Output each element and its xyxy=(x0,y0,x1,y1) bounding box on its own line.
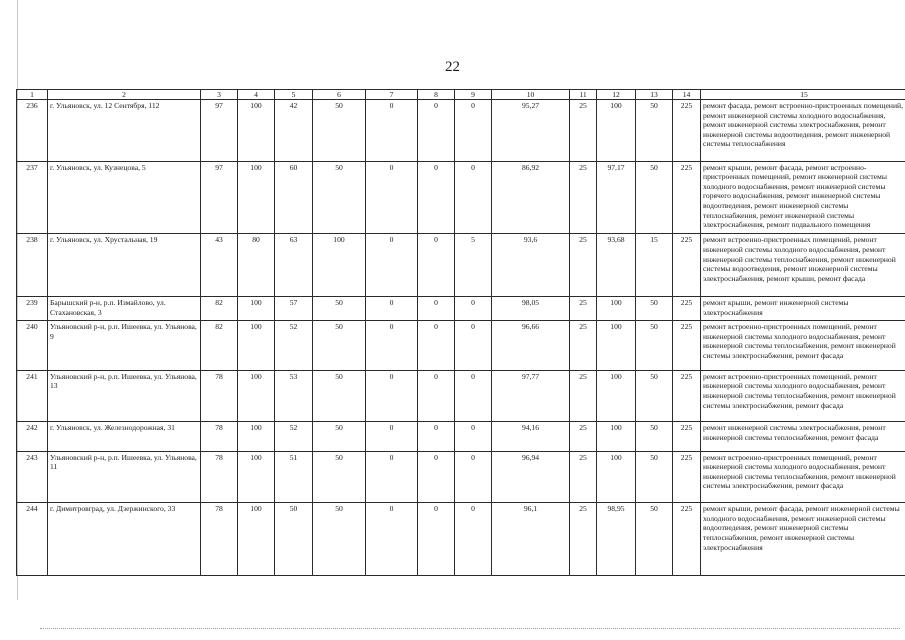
column-header: 5 xyxy=(275,90,313,100)
value-cell: 93,68 xyxy=(597,234,636,297)
value-cell: 82 xyxy=(201,297,238,321)
value-cell: 78 xyxy=(201,503,238,576)
value-cell: 50 xyxy=(313,503,366,576)
value-cell: 25 xyxy=(570,100,597,162)
works-list-cell: ремонт встроенно-пристроенных помещений, ремонт инженерной системы холодного водоснабжения, ремонт инженерной системы теплоснабжения, ремонт инженерной системы электроснабжения, ремонт фасада xyxy=(701,451,905,503)
value-cell: 0 xyxy=(455,100,492,162)
value-cell: 225 xyxy=(673,503,701,576)
row-number: 240 xyxy=(17,321,48,371)
value-cell: 0 xyxy=(418,422,455,451)
column-header: 7 xyxy=(366,90,418,100)
row-number: 243 xyxy=(17,451,48,503)
value-cell: 225 xyxy=(673,321,701,371)
value-cell: 225 xyxy=(673,422,701,451)
column-header: 13 xyxy=(636,90,673,100)
value-cell: 100 xyxy=(238,370,275,422)
value-cell: 0 xyxy=(366,161,418,234)
page-number: 22 xyxy=(445,59,460,75)
address-cell: Барышский р-н, р.п. Измайлово, ул. Стахановская, 3 xyxy=(48,297,201,321)
value-cell: 98,05 xyxy=(492,297,570,321)
value-cell: 50 xyxy=(313,297,366,321)
value-cell: 0 xyxy=(455,297,492,321)
value-cell: 78 xyxy=(201,451,238,503)
value-cell: 50 xyxy=(313,370,366,422)
value-cell: 50 xyxy=(313,321,366,371)
value-cell: 97 xyxy=(201,100,238,162)
value-cell: 25 xyxy=(570,321,597,371)
value-cell: 0 xyxy=(418,451,455,503)
value-cell: 50 xyxy=(313,422,366,451)
value-cell: 25 xyxy=(570,297,597,321)
column-header: 14 xyxy=(673,90,701,100)
row-number: 237 xyxy=(17,161,48,234)
value-cell: 82 xyxy=(201,321,238,371)
table-row xyxy=(17,370,905,422)
value-cell: 95,27 xyxy=(492,100,570,162)
column-header: 1 xyxy=(17,90,48,100)
column-header: 8 xyxy=(418,90,455,100)
value-cell: 0 xyxy=(455,161,492,234)
value-cell: 225 xyxy=(673,100,701,162)
column-header: 2 xyxy=(48,90,201,100)
value-cell: 0 xyxy=(366,321,418,371)
row-number: 244 xyxy=(17,503,48,576)
value-cell: 97 xyxy=(201,161,238,234)
column-header: 10 xyxy=(492,90,570,100)
works-list-cell: ремонт крыши, ремонт фасада, ремонт встроенно-пристроенных помещений, ремонт инженерной системы холодного водоснабжения, ремонт инженерной системы горячего водоснабжения, ремонт инженерной системы водоотведения, ремонт инженерной системы теплоснабжения, ремонт инженерной системы электроснабжения, ремонт подвального помещения xyxy=(701,161,905,234)
value-cell: 0 xyxy=(366,503,418,576)
works-list-cell: ремонт крыши, ремонт фасада, ремонт инженерной системы холодного водоснабжения, ремонт инженерной системы водоотведения, ремонт инженерной системы теплоснабжения, ремонт инженерной системы электроснабжения xyxy=(701,503,905,576)
value-cell: 0 xyxy=(418,370,455,422)
value-cell: 25 xyxy=(570,503,597,576)
value-cell: 93,6 xyxy=(492,234,570,297)
value-cell: 0 xyxy=(366,100,418,162)
value-cell: 80 xyxy=(238,234,275,297)
value-cell: 60 xyxy=(275,161,313,234)
value-cell: 0 xyxy=(455,370,492,422)
value-cell: 50 xyxy=(636,321,673,371)
header-row xyxy=(17,90,905,100)
value-cell: 50 xyxy=(636,451,673,503)
value-cell: 50 xyxy=(636,370,673,422)
value-cell: 63 xyxy=(275,234,313,297)
value-cell: 97,77 xyxy=(492,370,570,422)
value-cell: 42 xyxy=(275,100,313,162)
table-row xyxy=(17,422,905,451)
value-cell: 100 xyxy=(238,161,275,234)
value-cell: 5 xyxy=(455,234,492,297)
table-row xyxy=(17,234,905,297)
value-cell: 100 xyxy=(597,451,636,503)
value-cell: 0 xyxy=(455,321,492,371)
value-cell: 53 xyxy=(275,370,313,422)
works-list-cell: ремонт встроенно-пристроенных помещений, ремонт инженерной системы холодного водоснабжения, ремонт инженерной системы теплоснабжения, ремонт инженерной системы электроснабжения, ремонт фасада xyxy=(701,370,905,422)
value-cell: 50 xyxy=(636,297,673,321)
value-cell: 96,66 xyxy=(492,321,570,371)
works-list-cell: ремонт крыши, ремонт инженерной системы электроснабжения xyxy=(701,297,905,321)
value-cell: 225 xyxy=(673,234,701,297)
value-cell: 0 xyxy=(418,503,455,576)
value-cell: 52 xyxy=(275,422,313,451)
value-cell: 50 xyxy=(313,451,366,503)
works-list-cell: ремонт встроенно-пристроенных помещений, ремонт инженерной системы холодного водоснабжения, ремонт инженерной системы теплоснабжения, ремонт инженерной системы водоотведения, ремонт инженерной системы электроснабжения, ремонт крыши, ремонт фасада xyxy=(701,234,905,297)
value-cell: 50 xyxy=(313,161,366,234)
value-cell: 100 xyxy=(238,451,275,503)
value-cell: 100 xyxy=(313,234,366,297)
value-cell: 50 xyxy=(636,503,673,576)
value-cell: 100 xyxy=(238,422,275,451)
value-cell: 0 xyxy=(418,321,455,371)
value-cell: 225 xyxy=(673,297,701,321)
value-cell: 0 xyxy=(418,234,455,297)
value-cell: 50 xyxy=(636,422,673,451)
repair-table xyxy=(16,89,905,576)
address-cell: г. Димитровград, ул. Дзержинского, 33 xyxy=(48,503,201,576)
works-list-cell: ремонт инженерной системы электроснабжения, ремонт инженерной системы теплоснабжения, ремонт фасада xyxy=(701,422,905,451)
bottom-scan-edge xyxy=(40,628,900,630)
value-cell: 50 xyxy=(313,100,366,162)
address-cell: Ульяновский р-н, р.п. Ишеевка, ул. Ульянова, 9 xyxy=(48,321,201,371)
value-cell: 15 xyxy=(636,234,673,297)
row-number: 241 xyxy=(17,370,48,422)
column-header: 4 xyxy=(238,90,275,100)
address-cell: Ульяновский р-н, р.п. Ишеевка, ул. Ульянова, 13 xyxy=(48,370,201,422)
value-cell: 100 xyxy=(238,100,275,162)
value-cell: 96,94 xyxy=(492,451,570,503)
value-cell: 0 xyxy=(418,297,455,321)
value-cell: 78 xyxy=(201,422,238,451)
row-number: 238 xyxy=(17,234,48,297)
value-cell: 25 xyxy=(570,422,597,451)
value-cell: 96,1 xyxy=(492,503,570,576)
table-row xyxy=(17,100,905,162)
value-cell: 0 xyxy=(366,234,418,297)
value-cell: 78 xyxy=(201,370,238,422)
table-row xyxy=(17,297,905,321)
row-number: 242 xyxy=(17,422,48,451)
value-cell: 0 xyxy=(455,451,492,503)
works-list-cell: ремонт встроенно-пристроенных помещений, ремонт инженерной системы холодного водоснабжения, ремонт инженерной системы теплоснабжения, ремонт инженерной системы электроснабжения, ремонт фасада xyxy=(701,321,905,371)
value-cell: 52 xyxy=(275,321,313,371)
value-cell: 0 xyxy=(455,503,492,576)
table-row xyxy=(17,161,905,234)
value-cell: 100 xyxy=(597,422,636,451)
value-cell: 50 xyxy=(636,100,673,162)
value-cell: 0 xyxy=(366,422,418,451)
table-body xyxy=(17,100,905,576)
value-cell: 25 xyxy=(570,161,597,234)
value-cell: 51 xyxy=(275,451,313,503)
column-header: 6 xyxy=(313,90,366,100)
value-cell: 97,17 xyxy=(597,161,636,234)
address-cell: г. Ульяновск, ул. Кузнецова, 5 xyxy=(48,161,201,234)
value-cell: 25 xyxy=(570,451,597,503)
column-header: 3 xyxy=(201,90,238,100)
value-cell: 57 xyxy=(275,297,313,321)
table-row xyxy=(17,503,905,576)
column-header: 12 xyxy=(597,90,636,100)
value-cell: 0 xyxy=(455,422,492,451)
value-cell: 25 xyxy=(570,370,597,422)
value-cell: 0 xyxy=(418,161,455,234)
row-number: 239 xyxy=(17,297,48,321)
value-cell: 0 xyxy=(418,100,455,162)
column-header: 9 xyxy=(455,90,492,100)
value-cell: 86,92 xyxy=(492,161,570,234)
value-cell: 100 xyxy=(597,100,636,162)
value-cell: 50 xyxy=(636,161,673,234)
value-cell: 100 xyxy=(238,503,275,576)
value-cell: 100 xyxy=(597,370,636,422)
value-cell: 50 xyxy=(275,503,313,576)
value-cell: 225 xyxy=(673,161,701,234)
row-number: 236 xyxy=(17,100,48,162)
value-cell: 0 xyxy=(366,451,418,503)
works-list-cell: ремонт фасада, ремонт встроенно-пристроенных помещений, ремонт инженерной системы холодного водоснабжения, ремонт инженерной системы электроснабжения, ремонт инженерной системы водоотведения, ремонт инженерной системы теплоснабжения xyxy=(701,100,905,162)
value-cell: 100 xyxy=(597,297,636,321)
value-cell: 0 xyxy=(366,370,418,422)
value-cell: 98,95 xyxy=(597,503,636,576)
value-cell: 94,16 xyxy=(492,422,570,451)
value-cell: 25 xyxy=(570,234,597,297)
value-cell: 100 xyxy=(238,321,275,371)
column-header: 15 xyxy=(701,90,905,100)
table-row xyxy=(17,451,905,503)
value-cell: 100 xyxy=(597,321,636,371)
address-cell: г. Ульяновск, ул. Хрустальная, 19 xyxy=(48,234,201,297)
address-cell: г. Ульяновск, ул. 12 Сентября, 112 xyxy=(48,100,201,162)
address-cell: Ульяновский р-н, р.п. Ишеевка, ул. Ульянова, 11 xyxy=(48,451,201,503)
value-cell: 43 xyxy=(201,234,238,297)
table-row xyxy=(17,321,905,371)
value-cell: 0 xyxy=(366,297,418,321)
address-cell: г. Ульяновск, ул. Железнодорожная, 31 xyxy=(48,422,201,451)
value-cell: 225 xyxy=(673,370,701,422)
value-cell: 100 xyxy=(238,297,275,321)
value-cell: 225 xyxy=(673,451,701,503)
column-header: 11 xyxy=(570,90,597,100)
